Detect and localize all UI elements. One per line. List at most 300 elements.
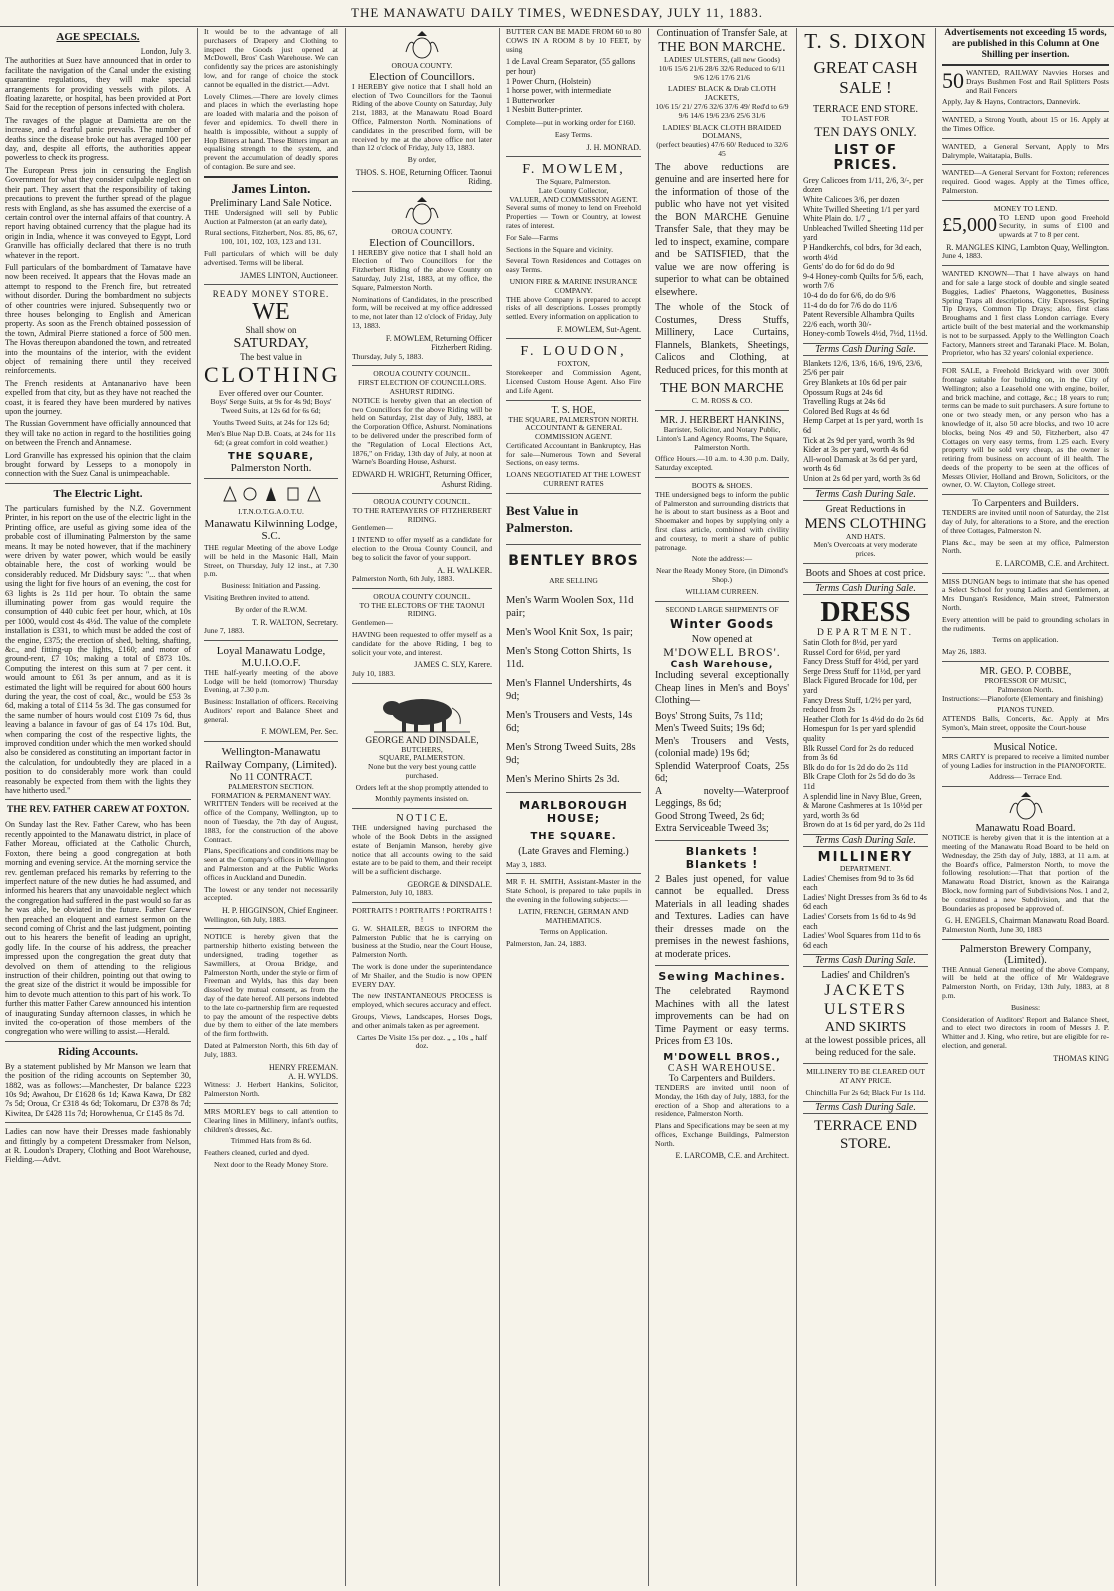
square-heading: THE SQUARE, bbox=[227, 450, 315, 462]
list-item: Honey-comb Towels 4½d, 7½d, 11½d. bbox=[803, 329, 928, 339]
terrace-end: TERRACE END STORE. bbox=[812, 104, 919, 115]
continuation: Continuation of Transfer Sale, at bbox=[656, 28, 788, 39]
column-1 bbox=[0, 28, 196, 1586]
ad-para: WANTED, a Strong Youth, about 15 or 16. Apply at the Times Office. bbox=[942, 115, 1109, 133]
ad-para: 10/6 15/6 21/6 28/6 32/6 Reduced to 6/11 9/6 12/6 17/6 21/6 bbox=[658, 63, 786, 82]
lodge-letters: I.T.N.O.T.G.A.O.T.U. bbox=[238, 506, 304, 516]
ad-para: Youths Tweed Suits, at 24s for 12s 6d; bbox=[212, 417, 330, 427]
list-item: Satin Cloth for 8½d, per yard bbox=[803, 638, 897, 647]
foxton: FOXTON, bbox=[557, 359, 590, 369]
list-item: Union at 2s 6d per yard, worth 3s 6d bbox=[803, 474, 921, 484]
accountant: ACCOUNTANT & GENERAL COMMISSION AGENT. bbox=[525, 423, 622, 442]
list-item: 9-4 Honey-comb Quilts for 5/6, each, worth 7/6 bbox=[803, 271, 924, 291]
age-date: London, July 3. bbox=[140, 47, 191, 56]
ad-para: WANTED KNOWN—That I have always on hand and for sale a large stock of double and single seated Buggies, Ladies' Phaetons, Waggonettes, Business Spring Traps all descriptions, City Expresses, Spring Tip Drays, Common Tip Drays; also, first class Broughams and 1 first class London carriage. Every article built of the best material and the workmanship is not to be surpassed. Apply to the Wellington Coach Factory, Manners street and Taranaki Place. M. Bolan, Proprietor, who has 32 years' colonial experience. bbox=[942, 269, 1109, 358]
list-item: Blk do do for 1s 2d do do 2s 11d bbox=[803, 762, 908, 772]
list-item: 1 horse power, with intermediate bbox=[506, 86, 612, 96]
price-line: Men's Strong Tweed Suits, 28s 9d; bbox=[506, 741, 636, 766]
ad-para: G. W. SHAILER, BEGS to INFORM the Palmerston Public that he is carrying on business at the Studio, near the Court House, Palmerston North. bbox=[352, 923, 492, 960]
ever-offered: Ever offered over our Counter. bbox=[218, 387, 324, 398]
ad-signature: HENRY FREEMAN. bbox=[268, 1062, 338, 1072]
ad-para: The work is done under the superintendance of Mr Shailer, and the Studio is now OPEN EVERY DAY. bbox=[352, 962, 492, 989]
ad-para: Gentlemen— bbox=[352, 523, 393, 533]
we-heading: WE bbox=[252, 298, 290, 325]
ad-para: By order, bbox=[407, 155, 437, 165]
ad-para: MRS MORLEY begs to call attention to Clearing lines in Millinery, infant's outfits, children's dresses, &c. bbox=[204, 1107, 338, 1134]
millinery-list bbox=[803, 874, 928, 951]
list-item: Heather Cloth for 1s 4½d do do 2s 6d bbox=[803, 714, 924, 724]
ad-para: I HEREBY give notice that I shall hold an Election of Two Councillors for the Fitzherbert Riding of the above County on Saturday, July 21st, 1883, at my office, the Square, Palmerston North. bbox=[352, 247, 492, 292]
article-para: The ravages of the plague at Damietta are on the increase, and a fearful panic prevails. The number of deaths since the disease broke out has averaged 100 per day, and, despite all efforts, the authorities appear powerless to check its progress. bbox=[5, 115, 191, 163]
department: DEPARTMENT. bbox=[816, 628, 915, 638]
ad-para: The whole of the Stock of Costumes, Dress Stuffs, Millinery, Lace Curtains, Flannels, Blankets, Sheetings, Calicos and Clothing, at Reduced prices, for this month at bbox=[655, 302, 789, 376]
ad-para: Cartes De Visite 15s per doz. „ „ 10s „ half doz. bbox=[356, 1032, 488, 1051]
ad-para: 2 Bales just opened, for value cannot be equalled. Dress Materials in all leading shades and Textures. Ladies can have their dresses made on the premises in the newest fashions, at moderate prices. bbox=[655, 873, 789, 960]
barrister: Barrister, Solicitor, and Notary Public, bbox=[663, 425, 781, 435]
list-item: Ladies' Corsets from 1s 6d to 4s 9d each bbox=[803, 912, 916, 931]
ad-para: THE undersigned begs to inform the public of Palmerston and surrounding districts that he is about to start business as a Boot and Shoemaker and hopes by supplying only a first class article, combined with civility and courtesy, to merit a share of public patronage. bbox=[655, 489, 789, 552]
mill-dept: DEPARTMENT. bbox=[839, 863, 892, 873]
price-line: Men's Merino Shirts 2s 3d. bbox=[506, 773, 620, 785]
ad-date: June 7, 1883. bbox=[204, 625, 245, 635]
ad-para: BUTTER CAN BE MADE FROM 60 to 80 COWS IN A ROOM 8 by 10 FEET, by using bbox=[506, 28, 641, 54]
ad-para: THE undersigned having purchased the whole of the Book Debts in the assigned estate of Benjamin Manson, hereby give notice that all accounts owing to the said estate are to be paid to them, and their receipt will be a sufficient discharge. bbox=[352, 823, 492, 877]
union-heading: UNION FIRE & MARINE INSURANCE COMPANY. bbox=[509, 276, 638, 295]
ad-signature: F. MOWLEM, Returning Officer Fitzherbert Riding. bbox=[385, 333, 492, 353]
article-para: Full particulars of the bombardment of Tamatave have now been received. It appears that the Hovas made an attempt to respond to the French fire, but retreated without disorder. During the bombardment no subjects of other countries were injured. Subsequently two or three houses belonging to English and American property. As soon as the French obtained possession of the town, Admiral Pierre stationed a force of 500 men. The Hovas thereupon abandoned the town, and retreated into the mountains of the interior, with the evident object of remaining there until they received reinforcements. bbox=[5, 262, 191, 376]
price-line: Men's Warm Woolen Sox, 11d pair; bbox=[506, 594, 634, 619]
ad-para: WANTED, a General Servant, Apply to Mrs Dalrymple, Waitatapia, Bulls. bbox=[942, 141, 1109, 160]
ad-date: June 4, 1883. bbox=[942, 251, 983, 261]
list-item: 1 Nesbitt Butter-printer. bbox=[506, 105, 583, 115]
late-graves: (Late Graves and Fleming.) bbox=[518, 845, 629, 857]
ad-signature: THOS. S. HOE, Returning Officer. Taonui Riding. bbox=[355, 167, 492, 187]
and-skirts: AND SKIRTS bbox=[824, 1020, 907, 1036]
notice-heading: N O T I C E. bbox=[396, 813, 448, 825]
terms-cash: Terms Cash During Sale. bbox=[803, 343, 928, 356]
column-7 bbox=[937, 28, 1114, 1586]
contract: No 11 CONTRACT. bbox=[229, 771, 313, 783]
list-item: Brown do at 1s 6d per yard, do 2s 11d bbox=[803, 820, 925, 830]
loans: LOANS NEGOTIATED AT THE LOWEST CURRENT RATES bbox=[506, 470, 641, 489]
ad-para: Near the Ready Money Store, (in Dimond's Shop.) bbox=[656, 566, 788, 585]
list-item: 10-4 do do for 6/6, do do 9/6 bbox=[803, 290, 896, 300]
ad-para: ATTENDS Balls, Concerts, &c. Apply at Mrs Symon's, Main street, opposite the Court-house bbox=[942, 714, 1109, 733]
ad-date: July 10, 1883. bbox=[352, 668, 396, 678]
late-co: Late County Collector, bbox=[538, 185, 609, 195]
ad-para: Rural sections, Fitzherbert, Nos. 85, 86, 67, 100, 101, 102, 103, 123 and 131. bbox=[204, 228, 338, 247]
ad-signature: WILLIAM CURREEN. bbox=[685, 586, 759, 596]
dixon-heading: T. S. DIXON bbox=[804, 29, 927, 53]
ad-para: Easy Terms. bbox=[554, 129, 593, 139]
occ-heading: OROUA COUNTY COUNCIL. bbox=[373, 591, 471, 601]
ad-para: Office Hours.—10 a.m. to 4.30 p.m. Daily, Saturday excepted. bbox=[655, 454, 789, 473]
cash-warehouse-2: CASH WAREHOUSE. bbox=[667, 1062, 777, 1074]
mens-clothing: MENS CLOTHING bbox=[804, 515, 927, 532]
ad-para: The above reductions are genuine and are inserted here for the information of those of the public who have not yet visited the BON MARCHE Genuine Transfer Sale, that they may be led to inspect, examine, compare and be SATISFIED, that the value we are now offering is superior to what can be obtained elsewhere. bbox=[655, 161, 789, 298]
article-para: The Russian Government have officially announced that they will take no action in regard to the hostilities going on between the French and Annamese. bbox=[5, 419, 191, 448]
ad-signature: E. LARCOMB, C.E. and Architect. bbox=[675, 1151, 789, 1161]
dress-heading: DRESS bbox=[820, 597, 911, 628]
list-item: Gents' do do for 6d do do 9d bbox=[803, 262, 895, 272]
ad-para: THE regular Meeting of the above Lodge will be held in the Masonic Hall, Main Street, on Thursday, July 12 inst., at 7.30 p.m. bbox=[204, 542, 338, 579]
occ-heading: OROUA COUNTY COUNCIL. bbox=[373, 496, 471, 506]
ad-signature: F. MOWLEM, Per. Sec. bbox=[261, 727, 338, 737]
list-item: 1 Butterworker bbox=[506, 95, 555, 105]
pianos-tuned: PIANOS TUNED. bbox=[997, 705, 1054, 715]
carpenters-heading: To Carpenters and Builders. bbox=[668, 1073, 776, 1084]
list-item: Patent Reversible Alhambra Quilts 22/6 each, worth 30/- bbox=[803, 310, 915, 329]
cash-warehouse: Cash Warehouse, bbox=[670, 660, 774, 671]
price-line: Men's Stong Cotton Shirts, 1s 11d. bbox=[506, 645, 632, 670]
list-item: P Handkerchfs, col bdrs, for 3d each, worth 4½d bbox=[803, 242, 922, 262]
are-selling: ARE SELLING bbox=[549, 575, 598, 585]
valuer: VALUER, AND COMMISSION AGENT. bbox=[509, 194, 638, 204]
ad-signature: R. MANGLES KING, Lambton Quay, Wellington. bbox=[946, 242, 1109, 252]
list-item: Homespun for 1s per yard splendid quality bbox=[803, 724, 916, 743]
occ-heading: OROUA COUNTY COUNCIL. bbox=[373, 369, 471, 379]
terms-cash: Terms Cash During Sale. bbox=[803, 1101, 928, 1114]
prof-music: PROFESSOR OF MUSIC, bbox=[984, 676, 1067, 686]
ad-para: Several Town Residences and Cottages on easy Terms. bbox=[506, 256, 641, 275]
ad-para: Full particulars of which will be duly advertised. Terms will be liberal. bbox=[204, 248, 338, 267]
linton-sub: Preliminary Land Sale Notice. bbox=[210, 197, 332, 209]
list-item: Hemp Carpet at 1s per yard, worth 1s 6d bbox=[803, 416, 923, 436]
ad-para: Nominations of Candidates, in the prescribed form, will be received at my office addressed to me, not later than 12 o'clock of Friday, July 13, 1883. bbox=[352, 294, 492, 330]
ad-para: Certificated Accountant in Bankruptcy, Has for sale—Numerous Town and Several Sections, on easy terms. bbox=[506, 440, 641, 468]
ad-para: TENDERS are invited until noon of Saturday, the 21st day of July, for alterations to a Store, and the erection of three Cottages, Palmerston N. bbox=[942, 508, 1109, 535]
ad-date: Palmerston North, 6th July, 1883. bbox=[352, 573, 455, 583]
list-item: Blk Russel Cord for 2s do reduced from 3s 6d bbox=[803, 743, 914, 763]
ad-para: NOTICE is hereby given that it is the intention at a meeting of the Manawatu Road Board to be held on Wednesday, the 25th day of July, 1883, at 11 a.m. at the Board's office, Palmerston North, to move the following resolution:—That that portion of the Manawatu Road District, known as the Kairanga Block, now forming part of Subdivisions Nos. 1 and 2, be constituted a new Subdivision, and that the Boundaries as proposed be approved of. bbox=[942, 833, 1109, 913]
ad-para: NOTICE is hereby given that an election of two Councillors for the above Riding will be held on Saturday, 21st day of July, 1883, at the Corporation Office, Ashurst. Nominations to be delivered under the prescribed form of the "Regulation of Local Elections Act, 1876," on Friday, 13th day of July, at noon at Warne's Boarding House, Ashurst. bbox=[352, 395, 492, 467]
ad-signature: E. LARCOMB, C.E. and Architect. bbox=[995, 559, 1109, 569]
loyal-lodge-title: Loyal Manawatu Lodge, M.U.I.O.O.F. bbox=[216, 644, 326, 669]
price-line: Men's Trousers and Vests, 14s 6d; bbox=[506, 709, 633, 734]
the-square: THE SQUARE. bbox=[530, 830, 617, 842]
price-list bbox=[803, 176, 928, 339]
list-of-prices: LIST OF PRICES. bbox=[833, 142, 898, 173]
ad-para: The new INSTANTANEOUS PROCESS is employed, which secures accuracy and effect. bbox=[352, 991, 492, 1010]
kilwinning-title: Manawatu Kilwinning Lodge, S.C. bbox=[204, 517, 338, 542]
ad-para: Apply, Jay & Hayns, Contractors, Dannevirk. bbox=[942, 97, 1081, 107]
bon-marche-heading-2: THE BON MARCHE bbox=[660, 381, 784, 397]
price-line: Men's Tweed Suits; 19s 6d; bbox=[655, 723, 765, 735]
ad-para: THE Annual General meeting of the above Company, will be held at the office of Mr Waldegrave Palmerston North, on Friday, 13th July, 1883, at 8 p.m. bbox=[942, 964, 1109, 1000]
ad-para: Gentlemen— bbox=[352, 618, 393, 628]
price-line: Extra Serviceable Tweed 3s; bbox=[655, 823, 769, 835]
ad-para: Men's Blue Nap D.B. Coats, at 24s for 11s 6d; (a great comfort in cold weather.) bbox=[206, 429, 336, 448]
great-reductions: Great Reductions in bbox=[825, 503, 906, 515]
ad-date: Palmerston, July 10, 1883. bbox=[352, 888, 433, 898]
ad-para: WANTED, RAILWAY Navvies Horses and Drays Bushmen Fost and Rail Splitters Posts and Rail Fencers bbox=[966, 69, 1109, 95]
second-shipments: SECOND LARGE SHIPMENTS OF bbox=[665, 604, 779, 614]
list-item: 1 de Laval Cream Separator, (55 gallons per hour) bbox=[506, 57, 636, 76]
ad-para: Sections in the Square and vicinity. bbox=[506, 244, 614, 254]
palm-north: Palmerston North. bbox=[997, 684, 1054, 694]
money-amount: £5,000 bbox=[942, 213, 997, 236]
list-item: Serge Dress Stuff for 11½d, per yard bbox=[803, 666, 921, 676]
electric-light-title: The Electric Light. bbox=[53, 487, 143, 500]
boots-shoes: Boots and Shoes at cost price. bbox=[805, 568, 926, 579]
ad-para: MR F. H. SMITH, Assistant-Master in the State School, is prepared to take pupils in the evening in the following subjects:— bbox=[506, 877, 641, 905]
jackets: JACKETS bbox=[824, 982, 907, 1000]
ad-signature: J. H. MONRAD. bbox=[586, 142, 641, 152]
square-palm: SQUARE, PALMERSTON. bbox=[379, 753, 465, 763]
now-opened: Now opened at bbox=[691, 634, 753, 646]
brewery-heading: Palmerston Brewery Company, (Limited). bbox=[959, 943, 1092, 966]
ad-para: Lovely Climes.—There are lovely climes and places in which the everlasting hope are loaded with malaria and the poison of fever and epidemics. To dwell there in health is impossible, without a supply of Hop Bitters at hand. These Bitters impart an equalising strength to the system, and prevent the accumulation of deadly spores of contagion. Be sure and see. bbox=[204, 91, 338, 171]
mowlem-heading: F. MOWLEM, bbox=[522, 161, 625, 177]
ad-para: Complete—put in working order for £160. bbox=[506, 117, 636, 127]
ad-para: Trimmed Hats from 8s 6d. bbox=[230, 1136, 312, 1146]
ad-date: May 26, 1883. bbox=[942, 647, 987, 657]
hoe-heading: T. S. HOE, bbox=[551, 404, 596, 416]
ad-para: Several sums of money to lend on Freehold Properties — Town or Country, at lowest rates of interest. bbox=[506, 203, 641, 230]
list-item: Ladies' Wool Squares from 11d to 6s 6d each bbox=[803, 931, 921, 950]
great-cash-sale: GREAT CASH SALE ! bbox=[813, 58, 918, 97]
ad-para: Plans, Specifications and conditions may be seen at the Company's offices in Wellington and Palmerston and at the Public Works offices in Auckland and Dunedin. bbox=[204, 846, 338, 882]
list-item: Russel Cord for 6½d, per yard bbox=[803, 647, 901, 657]
ulsters: LADIES' ULSTERS, (all new Goods) bbox=[664, 55, 780, 64]
list-item: A splendid line in Navy Blue, Green, & Marone Cashmeres at 1s 10½d per yard, worth 3s 6d bbox=[803, 791, 923, 820]
list-item: 11-4 do do for 7/6 do do 11/6 bbox=[803, 300, 897, 310]
bull-illustration-icon bbox=[372, 688, 472, 734]
blankets-heading: Blankets ! Blankets ! bbox=[685, 844, 759, 871]
wanted-number: 50 bbox=[942, 69, 964, 93]
george-dinsdale: GEORGE AND DINSDALE, bbox=[365, 735, 479, 746]
ross: C. M. ROSS & CO. bbox=[691, 396, 753, 406]
article-para: By a statement published by Mr Manson we learn that the position of the riding accounts on September 30, 1882, was as follows:—Manchester, Dr balance £223 10s 9d; Awahou, Dr £1628 6s 1d; Kawa Kawa, Dr £82 7s 5d; Oroua, Cr £318 4s 6d; Tokomaru, Dr £378 8s 7d; Kiwitea, Dr £428 11s 7d; Horowhenua, Cr £145 8s 7d. bbox=[5, 1061, 191, 1118]
column-2 bbox=[199, 28, 343, 1586]
ad-para: Groups, Views, Landscapes, Horses Dogs, and other animals taken as per agreement. bbox=[352, 1012, 492, 1030]
ad-para: Plans and Specifications may be seen at my offices, Exchange Buildings, Palmerston North. bbox=[655, 1121, 789, 1148]
list-item: Travelling Rugs at 24s 6d bbox=[803, 397, 886, 407]
ad-date: Palmerston, Jan. 24, 1883. bbox=[506, 939, 587, 949]
list-item: Fancy Dress Stuff, 1/2½ per yard, reduced from 2s bbox=[803, 695, 912, 715]
ad-date: Palmerston North, June 30, 1883 bbox=[942, 924, 1042, 934]
list-item: Grey Calicoes from 1/11, 2/6, 3/-, per dozen bbox=[803, 175, 924, 195]
price-line: Boys' Strong Suits, 7s 11d; bbox=[655, 710, 763, 722]
black-drab: LADIES' BLACK & Drab CLOTH JACKETS, bbox=[667, 84, 777, 103]
masonic-emblems-icon bbox=[216, 483, 326, 505]
article-para: The particulars furnished by the N.Z. Government Printer, in his report on the use of the electric light in the Printing office, are useful as giving some idea of the probable cost of illuminating Palmerston by the same means. It may be noted however, that if the machinery were driven by water power, which would be easily obtainable here, the cost of working would be considerably reduced. Mr Didsbury says: "... that when using the light for five hours of an evening, the cost for 63 lights is 2s 11d per hour. To obtain the same illuminating power from gas would require the consumption of 440 cubic feet per hour, which, at 10s per 1000, would cost 4s 4½d. The value of the complete installation is £331, to which must be added the cost of the engine, £375; the erection of shed, belting, shafting, &c., and fitting-up the lights, £160; and motor of ground-rent, £7 10s; making a total of £873 10s. Computing the interest on this sum at 7 per cent. it would amount to £61 3s per annum, and as it is estimated the light will be required for about 600 hours during the year, the cost of coal, &c., would be £53 3s 6d, making a total of £114 5s 3d. The gas consumed for the same number of hours would cost £109 7s 6d, thus leaving a balance in favour of gas of £4 17s 10d. But, when comparing the cost of the respective lights, the improved condition under which the men worked should also be considered as constituting an important factor in the calculation, for undoubtedly they are placed in a position to do considerably more work than could reasonably be expected from them with the lights they have hitherto used." bbox=[5, 503, 191, 796]
ad-para: The lowest or any tender not necessarily accepted. bbox=[204, 884, 338, 903]
ad-para: MRS CARTY is prepared to receive a limited number of young Ladies for instruction in the PIANOFORTE. bbox=[942, 751, 1109, 770]
election-heading: Election of Councillors. bbox=[369, 70, 475, 83]
bon-marche-heading: THE BON MARCHE. bbox=[658, 40, 786, 55]
ad-para: Feathers cleaned, curled and dyed. bbox=[204, 1148, 309, 1158]
ad-para: LATIN, FRENCH, GERMAN AND MATHEMATICS. bbox=[518, 906, 629, 925]
article-para: Ladies can now have their Dresses made fashionably and fittingly by a competent Dressmaker from Nelson, at R. Loudon's Drapery, Clothing and Boot Warehouse, Fielding.—Advt. bbox=[5, 1127, 191, 1165]
terms-cash: Terms Cash During Sale. bbox=[803, 488, 928, 501]
hoe-sq: THE SQUARE, PALMERSTON NORTH. bbox=[508, 414, 639, 424]
marlborough-heading: MARLBOROUGH HOUSE; bbox=[519, 798, 628, 825]
dolmans: LADIES' BLACK CLOTH BRAIDED DOLMANS, bbox=[662, 122, 782, 141]
best-value-heading: Best Value in Palmerston. bbox=[506, 502, 579, 535]
rms-heading: READY MONEY STORE. bbox=[212, 288, 330, 299]
election-heading: Election of Councillors. bbox=[369, 236, 475, 249]
ad-para: Visiting Brethren invited to attend. bbox=[204, 592, 310, 602]
list-item: Unbleached Twilled Sheeting 11d per yard bbox=[803, 223, 924, 243]
ad-para: FOR SALE, a Freehold Brickyard with over 300ft frontage suitable for building on, in the City of Wellington; also a Leasehold one with engine, boiler, and brick machine, and cottage, &c.; 18 years to run; terms can be made to suit purchasers. A sure fortune to one or two steady men, or any person who has a knowledge of it, also 50 acre blocks, and two 10 acre blocks, being Nos 49 and 50, Fitzherbert, also 47 Cottages on very easy terms, from 1.25 each. Every property will be sold very cheap, as the owner is retiring from business on account of ill health. The deeds of the property to be seen at the offices of Messrs Olivier, Holland and Brown, Solicitors, or the owner, O. W. Clayton, College street. bbox=[942, 366, 1109, 490]
list-item: Kider at 3s per yard, worth 4s 6d bbox=[803, 445, 909, 455]
butter-list bbox=[506, 57, 641, 115]
ad-para: Business: Initiation and Passing. bbox=[221, 581, 321, 591]
royal-crest-icon bbox=[1006, 791, 1046, 821]
ad-signature: THOMAS KING bbox=[1053, 1053, 1109, 1063]
ad-para: Dated at Palmerston North, this 6th day of July, 1883. bbox=[204, 1041, 338, 1059]
ad-signature: F. MOWLEM, Sut-Agent. bbox=[556, 324, 641, 334]
musical-notice: Musical Notice. bbox=[993, 741, 1058, 753]
masthead: THE MANAWATU DAILY TIMES, WEDNESDAY, JULY 11, 1883. bbox=[0, 0, 1114, 27]
ad-signature: JAMES C. SLY, Karere. bbox=[414, 660, 492, 670]
column-5 bbox=[650, 28, 794, 1586]
ad-signature: EDWARD H. WRIGHT, Returning Officer, Ashurst Riding. bbox=[352, 470, 492, 489]
ad-para: Plans &c., may be seen at my office, Palmerston North. bbox=[942, 537, 1109, 556]
article-para: The authorities at Suez have announced that in order to facilitate the navigation of the Canal under the existing quarantine regulations, they will make special arrangements for providing vessels with pilots. A floating lazarette, or hospital, has been provided at Port Said for the reception of persons infected with cholera. bbox=[5, 56, 191, 113]
palm-section: PALMERSTON SECTION. bbox=[228, 781, 314, 791]
ad-para: Instructions:—Pianoforte (Elementary and finishing) bbox=[942, 693, 1103, 703]
carpenters-heading: To Carpenters and Builders. bbox=[972, 499, 1079, 510]
list-item: Ladies' Chemises from 9d to 3s 6d each bbox=[803, 873, 914, 893]
list-item: Opossum Rugs at 24s 6d bbox=[803, 387, 883, 397]
and-hats: AND HATS. bbox=[845, 531, 886, 541]
dress-list bbox=[803, 638, 928, 830]
ad-para: MILLINERY TO BE CLEARED OUT AT ANY PRICE. bbox=[806, 1067, 925, 1086]
terrace-end-store: TERRACE END STORE. bbox=[814, 1117, 917, 1152]
ad-para: WRITTEN Tenders will be received at the office of the Company, Wellington, up to noon of Tuesday, the 7th day of August, 1883, for the construction of the above Contract. bbox=[204, 799, 338, 844]
ad-para: MISS DUNGAN begs to intimate that she has opened a Select School for young Ladies and Gentlemen, at Mrs Dungan's Residence, Main street, Palmerston North. bbox=[942, 576, 1109, 613]
list-item: Black Figured Brocade for 10d, per yard bbox=[803, 676, 917, 695]
price-line: A novelty—Waterproof Leggings, 8s 6d; bbox=[655, 785, 789, 810]
ad-date: Wellington, 6th July, 1883. bbox=[204, 914, 287, 924]
ad-signature: JAMES LINTON, Auctioneer. bbox=[240, 270, 338, 280]
ad-signature: A. H. WALKER. bbox=[437, 565, 492, 575]
ad-para: Including several exceptionally Cheap lines in Men's and Boys' Clothing— bbox=[655, 670, 789, 707]
ad-para: Linton's Land Agency Rooms, The Square, Palmerston North. bbox=[656, 433, 788, 452]
ashurst-heading: ASHURST RIDING. bbox=[389, 386, 455, 396]
ad-para: Terms on application. bbox=[992, 635, 1059, 645]
mcdowell-heading-2: M'DOWELL BROS., bbox=[663, 1051, 781, 1063]
sewing-heading: Sewing Machines. bbox=[658, 970, 786, 984]
ad-para: It would be to the advantage of all purchasers of Drapery and Clothing to inspect the Goods just opened at McDowell, Bros' Cash Warehouse. We can confidently say the prices are astonishingly low, and for range of choice the stock cannot be equalled in the district.—Advt. bbox=[204, 28, 338, 89]
ad-para: THE half-yearly meeting of the above Lodge will be held (tomorrow) Thursday Evening, at 7.30 p.m. bbox=[204, 667, 338, 695]
loudon-heading: F. LOUDON, bbox=[520, 344, 627, 360]
price-line: Men's Trousers and Vests, (colonial made) 19s 6d; bbox=[655, 735, 789, 760]
ad-para: By order of the R.W.M. bbox=[234, 604, 308, 614]
price-line: Men's Wool Knit Sox, 1s pair; bbox=[506, 626, 633, 638]
ad-para: Monthly payments insisted on. bbox=[375, 794, 469, 804]
column-3 bbox=[347, 28, 497, 1586]
ad-para: Business: bbox=[1010, 1002, 1041, 1012]
royal-crest-icon bbox=[402, 30, 442, 60]
carew-title: THE REV. FATHER CAREW AT FOXTON. bbox=[6, 805, 190, 816]
list-item: Blankets 12/6, 13/6, 16/6, 19/6, 23/6, 25/6 per pair bbox=[803, 358, 923, 378]
riding-accounts-title: Riding Accounts. bbox=[57, 1045, 139, 1058]
ad-para: HAVING been requested to offer myself as a candidate for the above Riding, I beg to solicit your vote, and interest. bbox=[352, 629, 492, 657]
hankins-heading: MR. J. HERBERT HANKINS, bbox=[659, 415, 785, 427]
to-last: TO LAST FOR bbox=[841, 114, 890, 123]
article-para: The French residents at Antananarivo have been expelled from that city, but as they have not reached the coast, it is feared they have been murdered by natives upon the journey. bbox=[5, 378, 191, 417]
mcdowell-heading: M'DOWELL BROS'. bbox=[663, 645, 781, 660]
ad-signature: A. H. WYLDS. bbox=[288, 1072, 338, 1082]
ad-para: Storekeeper and Commission Agent, Licensed Custom House Agent. Also Fire and Life Agent. bbox=[506, 368, 641, 395]
ad-para: For Sale—Farms bbox=[506, 232, 559, 242]
royal-crest-icon bbox=[402, 196, 442, 226]
cobbe-heading: MR. GEO. P. COBBE, bbox=[979, 666, 1072, 678]
best-value: The best value in bbox=[240, 351, 302, 362]
oroua-heading: OROUA COUNTY. bbox=[391, 61, 453, 70]
saturday-heading: SATURDAY, bbox=[233, 335, 309, 351]
ad-para: Every attention will be paid to grounding scholars in the rudiments. bbox=[942, 614, 1109, 633]
ad-para: I HEREBY give notice that I shall hold an election of Two Councillors for the Taonui Riding of the above County on Saturday, July 21st, 1883, at the Manawatu Road Board Office, Palmerston North. Nominations of candidates in the prescribed form, will be received by me at the above office not later than 12 o'clock of Friday, July 13, 1883. bbox=[352, 81, 492, 153]
ad-para: 10/6 15/ 21/ 27/6 32/6 37/6 49/ Red'd to 6/9 9/6 14/6 19/6 23/6 25/6 31/6 bbox=[655, 101, 789, 120]
ad-para: Orders left at the shop promptly attended to bbox=[355, 782, 489, 792]
bentley-heading: BENTLEY BROS bbox=[508, 552, 639, 569]
clothing-heading: CLOTHING bbox=[204, 361, 341, 387]
railway-title: Wellington-Manawatu Railway Company, (Limited). bbox=[205, 745, 337, 771]
ad-para: I INTEND to offer myself as a candidate for election to the Oroua County Council, and beg to solicit the favor of your support. bbox=[352, 535, 492, 562]
terms-cash: Terms Cash During Sale. bbox=[803, 954, 928, 967]
list-item: White Calicoes 3/6, per dozen bbox=[803, 194, 900, 204]
ad-para: THE above Company is prepared to accept risks of all descriptions. Losses promptly settled. Every information on application to bbox=[506, 294, 641, 322]
ulsters: ULSTERS bbox=[823, 1001, 908, 1019]
ad-para: Chinchilla Fur 2s 6d; Black Fur 1s 11d. bbox=[805, 1088, 926, 1098]
palm-north: Palmerston North. bbox=[230, 461, 312, 474]
ad-date: May 3, 1883. bbox=[506, 859, 547, 869]
portraits-heading: PORTRAITS ! PORTRAITS ! PORTRAITS ! ! bbox=[352, 906, 492, 925]
article-para: On Sunday last the Rev. Father Carew, who has been recently appointed to the Manawatu district, in place of Father Moreau, officiated at the Catholic Church, Foxton, there being a good congregation at both morning and evening service. At the morning service the rev. gentleman prefaced his remarks by referring to the imperfect nature of the new duties he had assumed, and informed his hearers that any unavoidable neglect which the congregation had suffered in the past would so far as he was able, be obviated in the future. Father Carew then preached an eloquent and earnest sermon on the second coming of Christ and the last judgment, pointing out to his hearers the benefit of leading an upright, godly life. In the course of his address, the preacher impressed upon the congregation the great duty that devolved on them of attending to the religious instruction of their children, pointing out that owing to the great size of the district it would be impossible for him to devote much attention to this part of his work. To further this matter Father Carew announced his intention of inaugurating Sunday afternoon classes, in which he invited the co-operation of those members of the congregation who were willing to assist.—Herald. bbox=[5, 820, 191, 1037]
ten-days: TEN DAYS ONLY. bbox=[814, 123, 917, 139]
winter-goods: Winter Goods bbox=[670, 617, 774, 632]
ratepayers-heading: TO THE RATEPAYERS OF FITZHERBERT RIDING. bbox=[352, 505, 492, 524]
list-item: Fancy Dress Stuff for 4½d, per yard bbox=[803, 657, 919, 667]
ad-para: at the lowest possible prices, all being reduced for the sale. bbox=[805, 1036, 926, 1058]
linton-title: James Linton. bbox=[231, 180, 311, 196]
ad-para: Consideration of Auditors' Report and Balance Sheet, and to elect two directors in room of Messrs J. P. Whitter and J. King, who retire, but are eligible for re-election, and general. bbox=[942, 1014, 1109, 1050]
formation: FORMATION & PERMANENT WAY. bbox=[211, 790, 331, 800]
list-item: White Twilled Sheeting 1/1 per yard bbox=[803, 204, 920, 214]
ad-signature: H. P. HIGGINSON, Chief Engineer. bbox=[222, 906, 338, 916]
list-item: All-wool Damask at 3s 6d per yard, worth 4s 6d bbox=[803, 454, 918, 474]
ad-para: Men's Overcoats at very moderate prices. bbox=[813, 540, 918, 559]
ad-para: Business: Installation of officers. Receiving Auditors' report and Balance Sheet and general. bbox=[204, 697, 338, 724]
article-para: Lord Granville has expressed his opinion that the claim brought forward by Lesseps to a monopoly in connection with the Suez Canal is unimpeachable. bbox=[5, 450, 191, 479]
ad-para: TENDERS are invited until noon of Monday, the 16th day of July, 1883, for the erection of a Shop and alterations to a residence, Palmerston North. bbox=[655, 1082, 789, 1119]
electors-heading: TO THE ELECTORS OF THE TAONUI RIDING. bbox=[359, 600, 485, 619]
ad-para: Next door to the Ready Money Store. bbox=[213, 1160, 329, 1169]
terms-cash: Terms Cash During Sale. bbox=[803, 582, 928, 595]
ad-para: None but the very best young cattle purchased. bbox=[368, 762, 476, 780]
ad-para: Note the address:— bbox=[691, 554, 753, 564]
shall-show: Shall show on bbox=[245, 324, 297, 335]
price-line: Men's Flannel Undershirts, 4s 9d; bbox=[506, 677, 632, 702]
list-item: White Plain do. 1/7 „ bbox=[803, 214, 871, 224]
column-6 bbox=[798, 28, 933, 1586]
ad-para: THE Undersigned will sell by Public Auction at Palmerston (at an early date), bbox=[204, 207, 338, 226]
ad-signature: G. H. ENGELS, Chairman Manawatu Road Board. bbox=[945, 916, 1109, 926]
butchers: BUTCHERS, bbox=[401, 744, 443, 754]
millinery-heading: MILLINERY bbox=[817, 849, 914, 865]
price-line: Splendid Waterproof Coats, 25s 6d; bbox=[655, 760, 789, 785]
column-4 bbox=[501, 28, 646, 1586]
oroua-heading: OROUA COUNTY. bbox=[391, 226, 453, 236]
list-item: Grey Blankets at 10s 6d per pair bbox=[803, 378, 907, 388]
list-item: Colored Bed Rugs at 4s 6d bbox=[803, 406, 889, 416]
ad-para: (perfect beauties) 47/6 60/ Reduced to 32/6 45 bbox=[656, 140, 788, 158]
ad-date: Thursday, July 5, 1883. bbox=[352, 351, 424, 361]
